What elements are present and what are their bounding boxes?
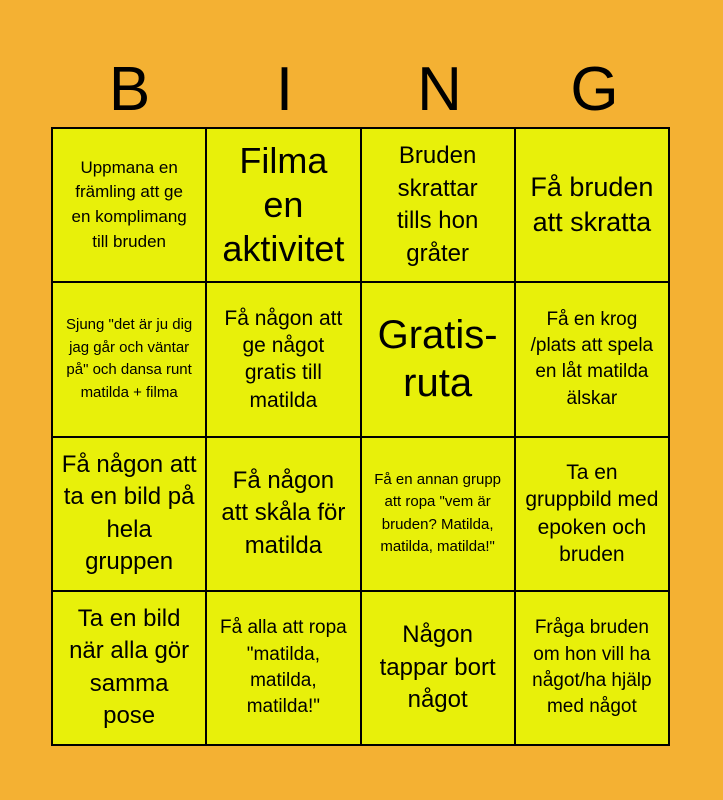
bingo-cell[interactable]: [52, 591, 206, 745]
cell-text: Bruden skrattar tills hon gråter: [396, 142, 479, 267]
bingo-cell[interactable]: [206, 437, 360, 591]
bingo-cell[interactable]: [52, 128, 206, 282]
cell-text: Ta en bild när alla gör samma pose: [69, 605, 190, 730]
bingo-cell[interactable]: [515, 591, 669, 745]
cell-text: Få någon att ta en bild på hela gruppen: [61, 450, 197, 576]
bingo-cell[interactable]: [361, 437, 515, 591]
cell-text: Få någon att ge något gratis till matilda: [224, 306, 343, 412]
cell-text: Någon tappar bort något: [379, 621, 496, 714]
bingo-cell[interactable]: [515, 282, 669, 436]
cell-text: Gratis-ruta: [377, 312, 498, 406]
bingo-header: [52, 52, 672, 128]
header-letter-i: I: [275, 55, 294, 124]
header-letter-n: N: [417, 55, 462, 124]
cell-text: Ta en gruppbild med epoken och bruden: [525, 461, 659, 566]
header-letter-b: B: [108, 55, 151, 124]
bingo-cell[interactable]: [206, 282, 360, 436]
cell-text: Uppmana en främling att ge en komplimang till bruden: [71, 157, 187, 251]
cell-text: Fråga bruden om hon vill ha något/ha hjälp med något: [532, 617, 652, 718]
cell-text: Få någon att skåla för matilda: [221, 467, 346, 559]
cell-text: Få alla att ropa "matilda, matilda, matilda!": [220, 617, 347, 718]
bingo-board: [51, 127, 670, 746]
bingo-cell[interactable]: [361, 591, 515, 745]
cell-text: Få en annan grupp att ropa "vem är bruden? Matilda, matilda, matilda!": [374, 470, 502, 556]
cell-text: Få bruden att skratta: [530, 172, 654, 238]
bingo-cell[interactable]: [206, 591, 360, 745]
bingo-cell[interactable]: [361, 128, 515, 282]
cell-text: Filma en aktivitet: [222, 140, 345, 270]
bingo-cell[interactable]: [515, 437, 669, 591]
bingo-cell[interactable]: [52, 282, 206, 436]
bingo-cell[interactable]: [206, 128, 360, 282]
bingo-cell-free[interactable]: [361, 282, 515, 436]
header-letter-g: G: [570, 55, 619, 124]
bingo-cell[interactable]: [515, 128, 669, 282]
cell-text: Få en krog /plats att spela en låt matilda älskar: [530, 308, 654, 409]
cell-text: Sjung "det är ju dig jag går och väntar på" och dansa runt matilda + filma: [66, 316, 193, 401]
bingo-cell[interactable]: [52, 437, 206, 591]
